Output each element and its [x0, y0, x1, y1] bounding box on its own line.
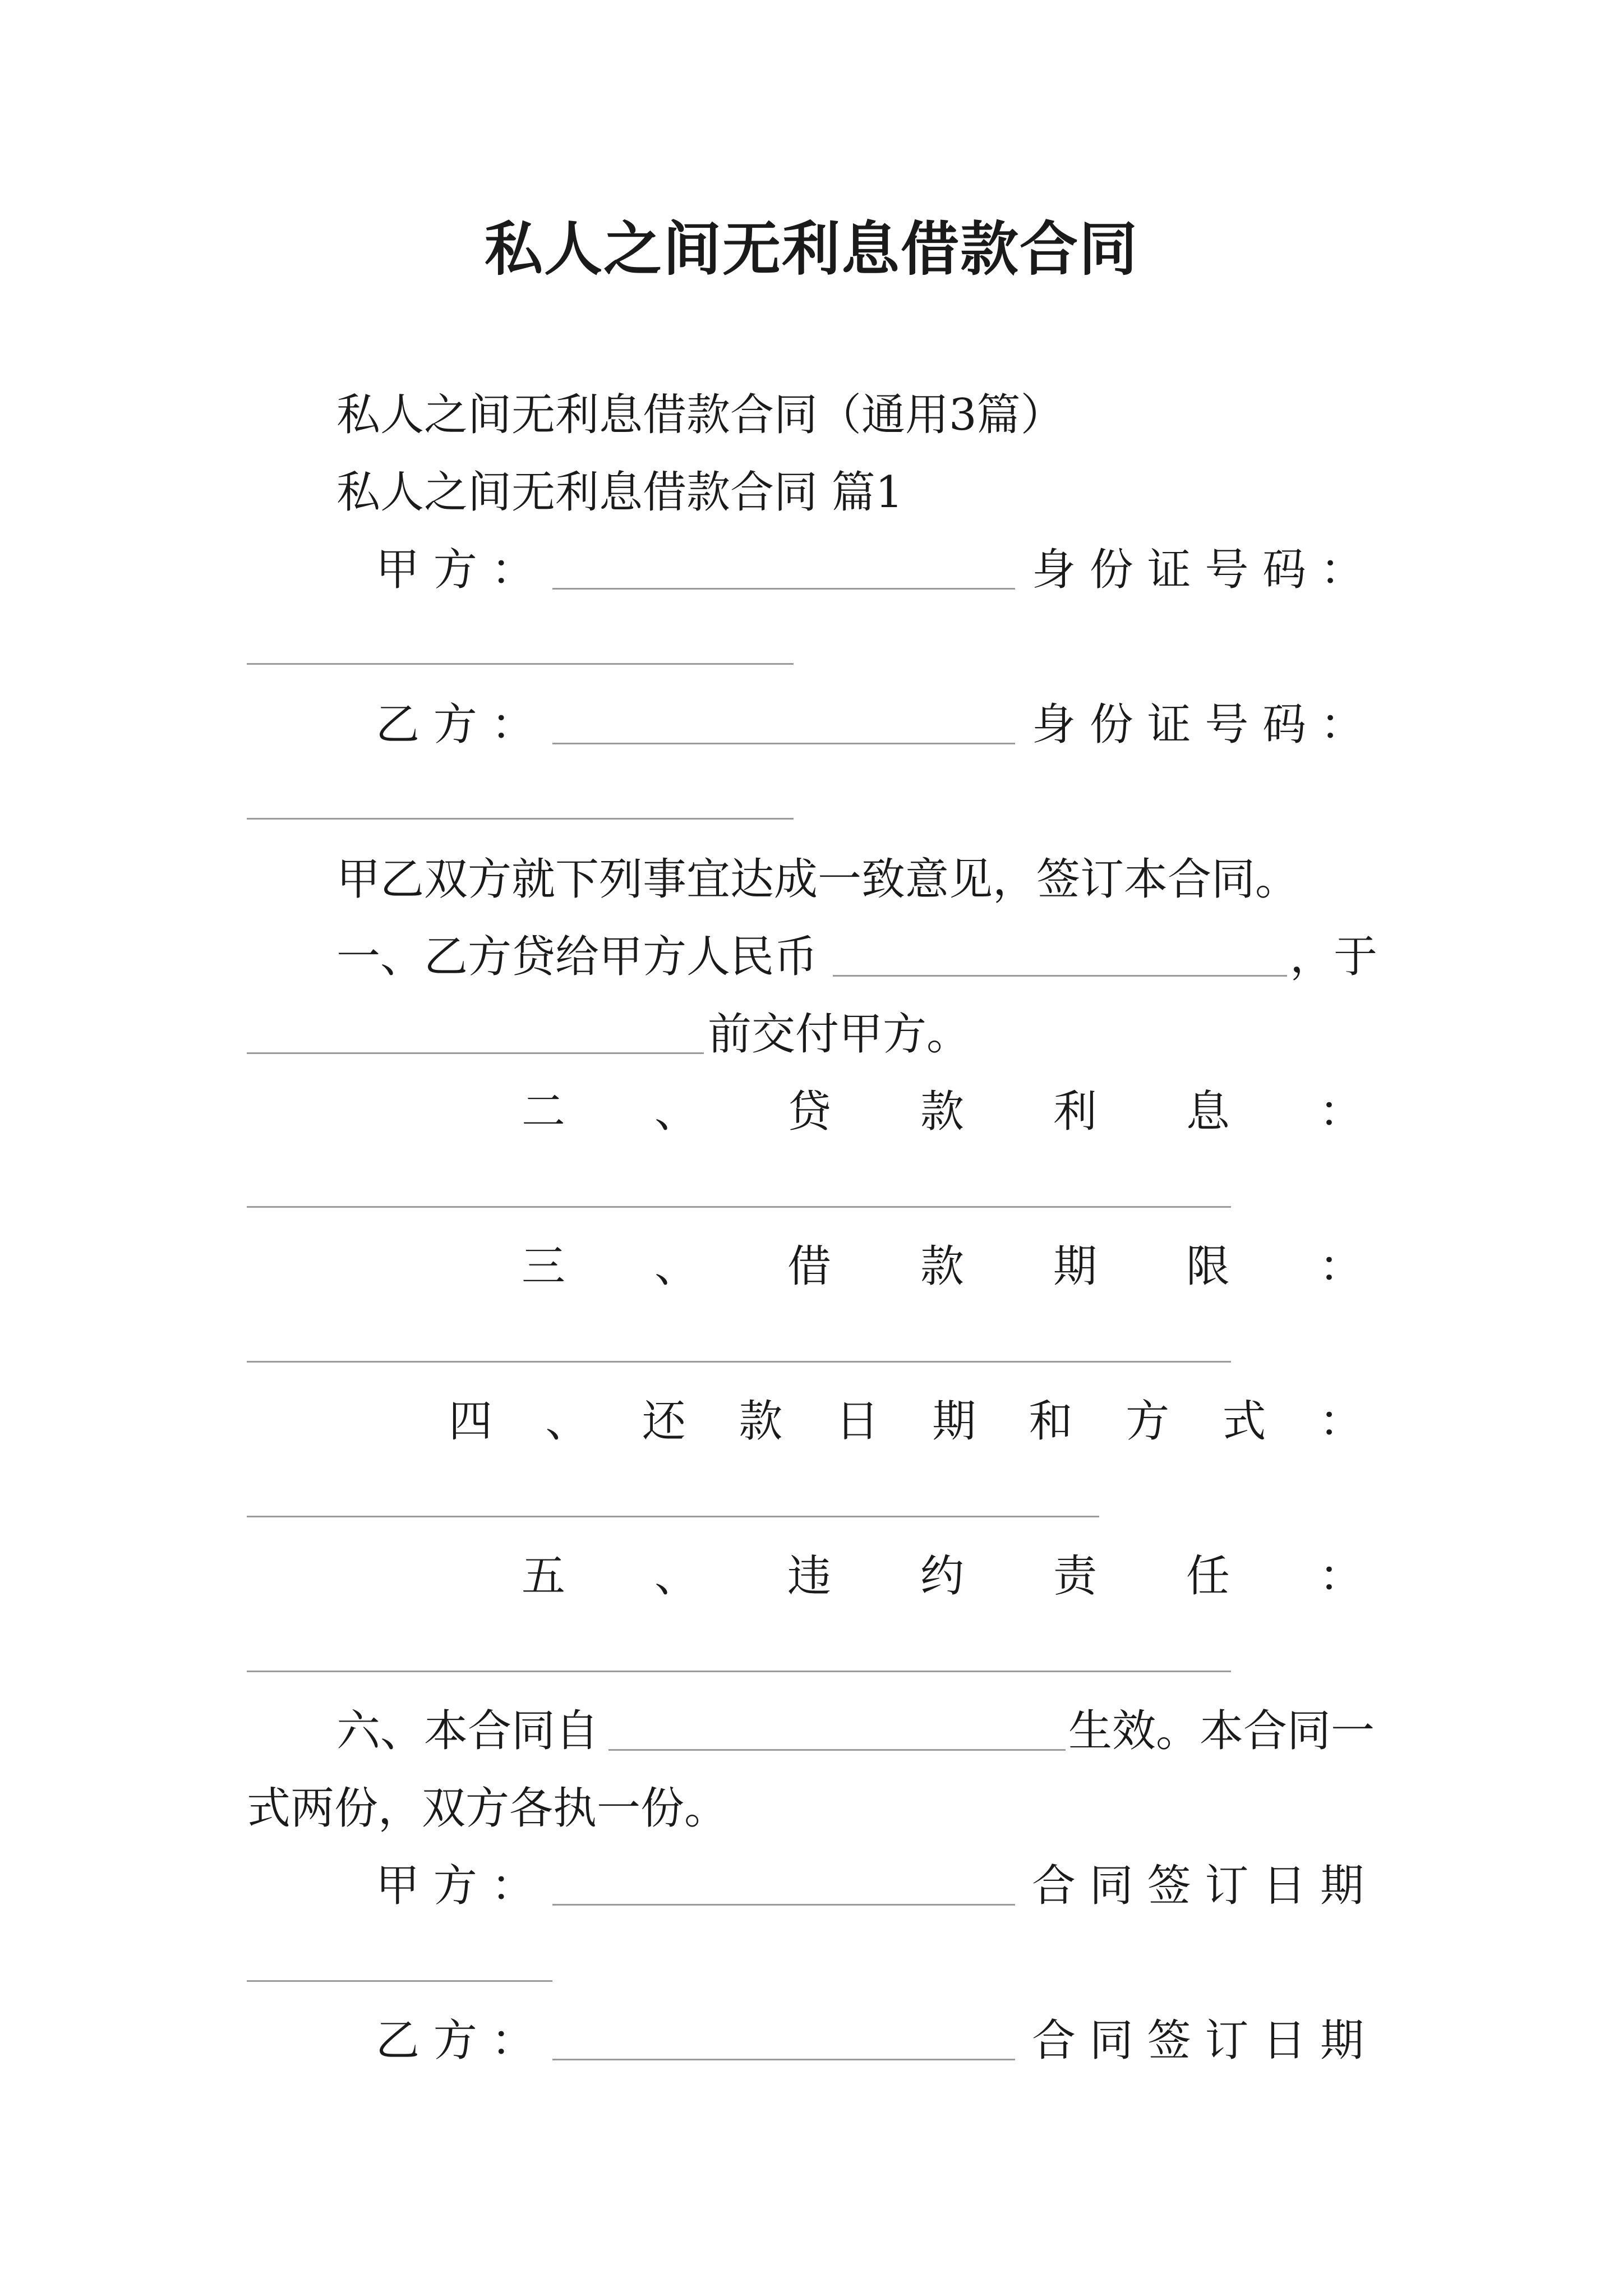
- clause-1-amount-blank[interactable]: [833, 975, 1287, 977]
- clause-6-prefix: 六、本合同自: [336, 1706, 600, 1756]
- clause-5-heading: [522, 1548, 1363, 1604]
- clause-5-char: 五: [522, 1551, 566, 1602]
- sign-party-a-label: 甲 方 ：: [376, 1861, 535, 1911]
- clause-4-char: 日: [835, 1396, 879, 1447]
- party-a-name-blank[interactable]: [552, 588, 1015, 590]
- party-b-name-blank[interactable]: [552, 743, 1015, 744]
- sign-date-a-blank[interactable]: [247, 1980, 552, 1982]
- clause-4-char: 和: [1029, 1396, 1073, 1447]
- clause-2-blank[interactable]: [247, 1206, 1231, 1208]
- sign-date-label-b: 合 同 签 订 日 期: [1032, 2016, 1364, 2066]
- clause-5-blank[interactable]: [247, 1671, 1231, 1672]
- clause-5-char: ：: [1318, 1551, 1363, 1602]
- clause-5-char: 任: [1186, 1551, 1230, 1602]
- party-a-id-label: 身 份 证 号 码 ：: [1032, 545, 1364, 595]
- clause-3-char: 限: [1186, 1241, 1230, 1292]
- clause-4-char: 款: [739, 1396, 783, 1447]
- clause-2-char: ：: [1318, 1087, 1363, 1137]
- clause-5-char: 、: [654, 1551, 698, 1602]
- party-b-id-label: 身 份 证 号 码 ：: [1032, 700, 1364, 750]
- document-title: 私人之间无利息借款合同: [484, 215, 1138, 283]
- clause-2-heading: [522, 1084, 1363, 1140]
- document-subtitle: 私人之间无利息借款合同（通用3篇）: [336, 390, 1064, 440]
- party-a-id-blank[interactable]: [247, 663, 794, 665]
- clause-3-blank[interactable]: [247, 1361, 1231, 1363]
- party-a-label: 甲 方 ：: [376, 545, 535, 595]
- clause-2-char: 息: [1186, 1087, 1230, 1137]
- sign-party-a-blank[interactable]: [552, 1904, 1015, 1906]
- clause-2-char: 、: [654, 1087, 698, 1137]
- clause-3-heading: [522, 1239, 1363, 1295]
- clause-3-char: 期: [1053, 1241, 1097, 1292]
- clause-6-suffix: 生效。本合同一: [1068, 1706, 1375, 1756]
- clause-2-char: 二: [522, 1087, 566, 1137]
- clause-3-char: 三: [522, 1241, 566, 1292]
- clause-4-char: ：: [1318, 1396, 1363, 1447]
- clause-1-prefix: 一、乙方贷给甲方人民币: [336, 932, 818, 982]
- clause-4-heading: [449, 1393, 1363, 1450]
- clause-2-char: 款: [920, 1087, 964, 1137]
- clause-1-suffix: 前交付甲方。: [708, 1009, 971, 1060]
- clause-4-char: 四: [449, 1396, 493, 1447]
- clause-4-char: 方: [1126, 1396, 1170, 1447]
- clause-4-char: 式: [1222, 1396, 1266, 1447]
- intro-text: 甲乙双方就下列事宜达成一致意见，签订本合同。: [336, 854, 1299, 905]
- sign-date-label-a: 合 同 签 订 日 期: [1032, 1861, 1364, 1911]
- clause-1-date-blank[interactable]: [247, 1052, 704, 1054]
- clause-4-blank[interactable]: [247, 1516, 1099, 1517]
- clause-4-char: 期: [932, 1396, 976, 1447]
- party-b-id-blank[interactable]: [247, 818, 794, 820]
- clause-4-char: 、: [545, 1396, 589, 1447]
- clause-5-char: 责: [1053, 1551, 1097, 1602]
- clause-5-char: 违: [787, 1551, 831, 1602]
- clause-3-char: 借: [787, 1241, 831, 1292]
- clause-4-char: 还: [642, 1396, 686, 1447]
- sign-party-b-label: 乙 方 ：: [376, 2016, 535, 2066]
- clause-3-char: ：: [1318, 1241, 1363, 1292]
- sign-party-b-blank[interactable]: [552, 2059, 1015, 2060]
- clause-6-line-2: 式两份，双方各执一份。: [247, 1783, 728, 1834]
- clause-2-char: 贷: [787, 1087, 831, 1137]
- clause-1-mid: ，于: [1290, 932, 1378, 982]
- clause-6-date-blank[interactable]: [608, 1749, 1066, 1751]
- article-heading: 私人之间无利息借款合同 篇1: [336, 467, 903, 518]
- party-b-label: 乙 方 ：: [376, 700, 535, 750]
- clause-3-char: 、: [654, 1241, 698, 1292]
- clause-5-char: 约: [920, 1551, 964, 1602]
- clause-3-char: 款: [920, 1241, 964, 1292]
- clause-2-char: 利: [1053, 1087, 1097, 1137]
